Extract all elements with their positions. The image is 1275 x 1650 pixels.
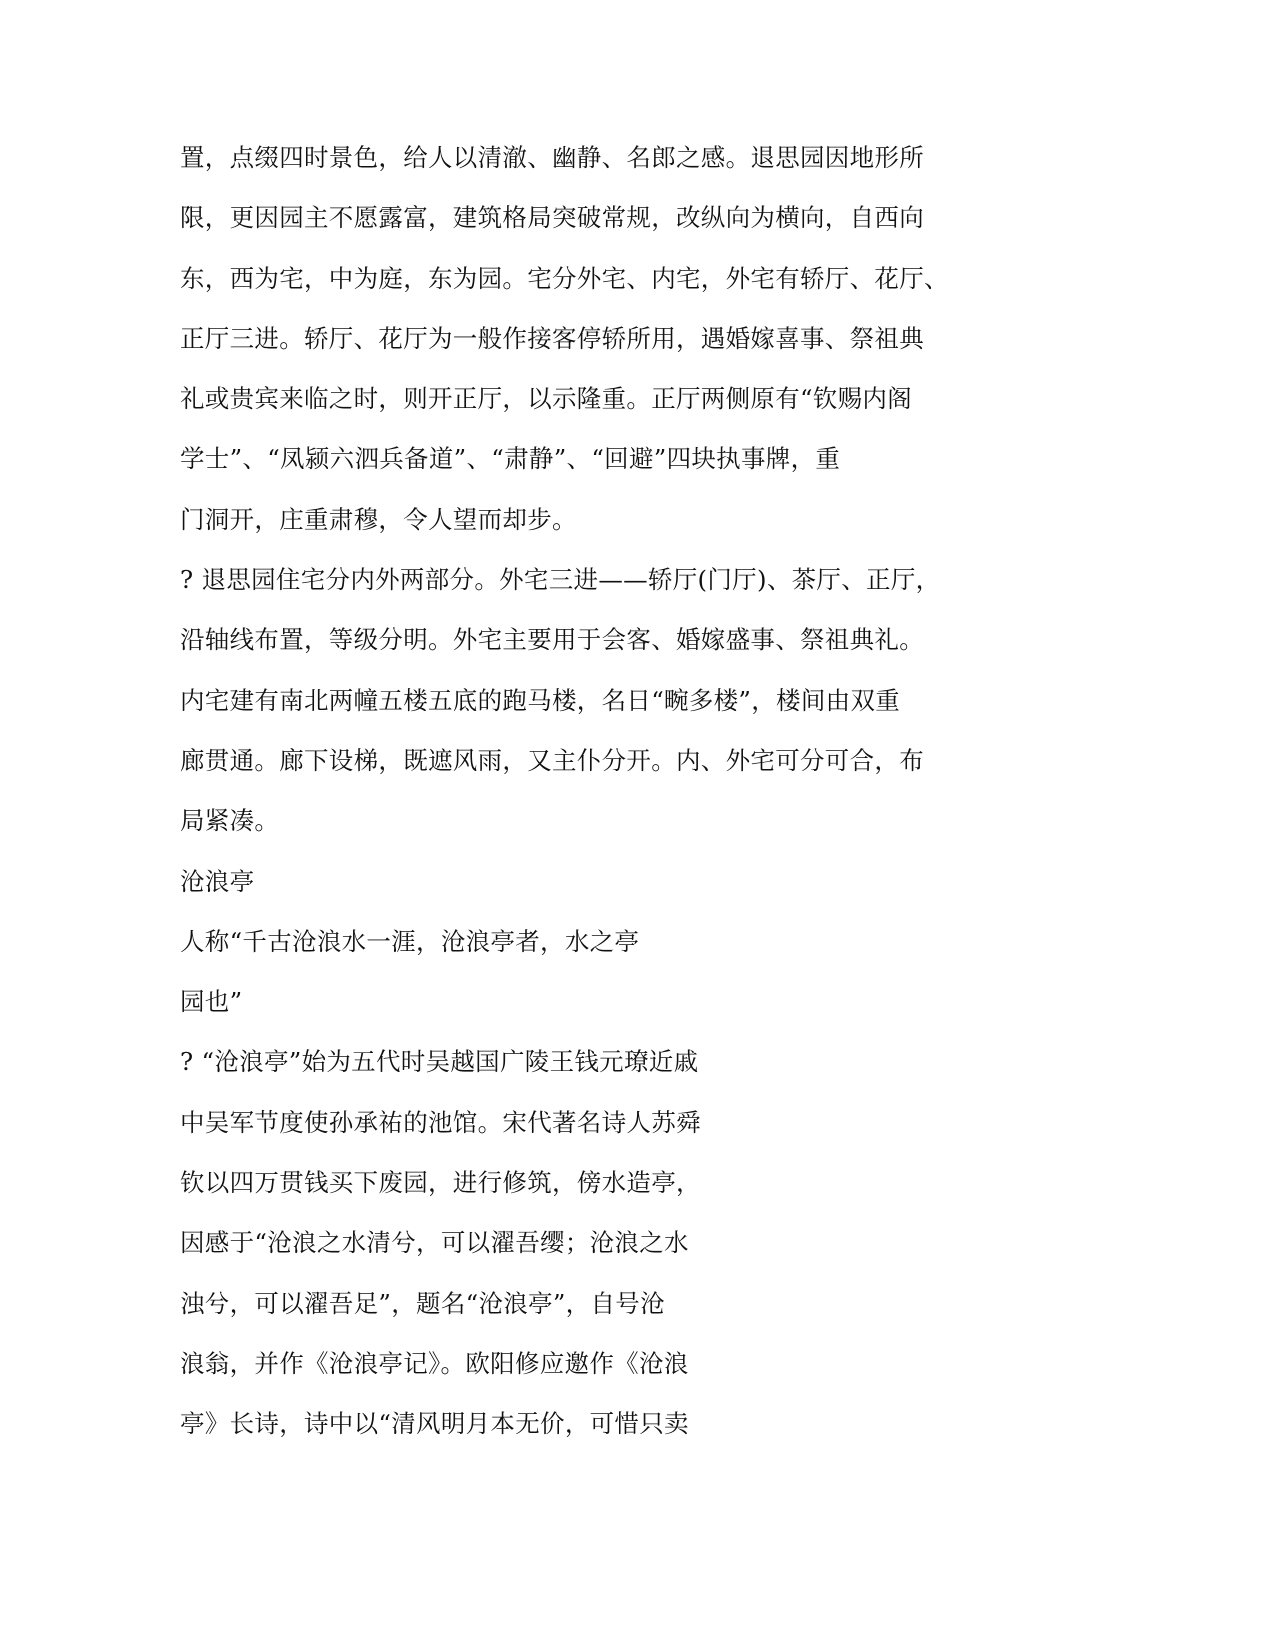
text-line: ? “沧浪亭”始为五代时吴越国广陵王钱元璙近戚 <box>180 1047 699 1077</box>
text-line: 局紧凑。 <box>180 806 280 836</box>
text-line: 浪翁，并作《沧浪亭记》。欧阳修应邀作《沧浪 <box>180 1348 689 1378</box>
text-line: 亭》长诗，诗中以“清风明月本无价，可惜只卖 <box>180 1409 689 1439</box>
body-text <box>180 136 1140 1463</box>
text-line: 因感于“沧浪之水清兮，可以濯吾缨；沧浪之水 <box>180 1228 689 1258</box>
text-line: 限，更因园主不愿露富，建筑格局突破常规，改纵向为横向，自西向 <box>180 203 924 233</box>
section-heading: 沧浪亭 <box>180 866 255 896</box>
text-line: 人称“千古沧浪水一涯，沧浪亭者，水之亭 <box>180 926 640 956</box>
text-line: ? 退思园住宅分内外两部分。外宅三进——轿厅(门厅)、茶厅、正厅， <box>180 565 941 595</box>
text-line: 学士”、“凤颍六泗兵备道”、“肃静”、“回避”四块执事牌，重 <box>180 444 841 474</box>
text-line: 沿轴线布置，等级分明。外宅主要用于会客、婚嫁盛事、祭祖典礼。 <box>180 625 924 655</box>
text-line: 廊贯通。廊下设梯，既遮风雨，又主仆分开。内、外宅可分可合，布 <box>180 745 924 775</box>
text-line: 门洞开，庄重肃穆，令人望而却步。 <box>180 504 577 534</box>
text-line: 浊兮，可以濯吾足”，题名“沧浪亭”，自号沧 <box>180 1288 665 1318</box>
text-line: 东，西为宅，中为庭，东为园。宅分外宅、内宅，外宅有轿厅、花厅、 <box>180 263 949 293</box>
text-line: 园也” <box>180 987 243 1017</box>
text-line: 正厅三进。轿厅、花厅为一般作接客停轿所用，遇婚嫁喜事、祭祖典 <box>180 323 924 353</box>
text-line: 钦以四万贯钱买下废园，进行修筑，傍水造亭， <box>180 1168 701 1198</box>
text-line: 中吴军节度使孙承祐的池馆。宋代著名诗人苏舜 <box>180 1107 701 1137</box>
text-line: 礼或贵宾来临之时，则开正厅，以示隆重。正厅两侧原有“钦赐内阁 <box>180 384 913 414</box>
text-line: 置，点缀四时景色，给人以清澈、幽静、名郎之感。退思园因地形所 <box>180 143 924 172</box>
text-line: 内宅建有南北两幢五楼五底的跑马楼，名日“畹多楼”，楼间由双重 <box>180 685 901 715</box>
